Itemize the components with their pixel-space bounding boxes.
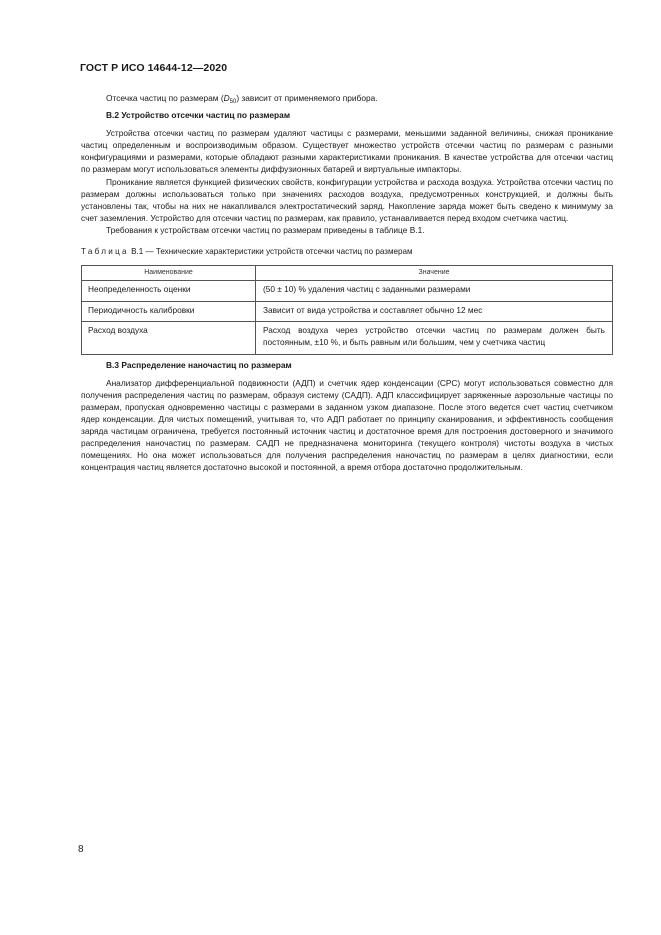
table-cell-name: Неопределенность оценки (82, 281, 256, 302)
header-value: Значение (256, 266, 613, 281)
section-b2-paragraph-3: Требования к устройствам отсечки частиц по размерам приведены в таблице В.1. (106, 224, 425, 235)
intro-paragraph (81, 92, 613, 104)
page-number: 8 (78, 844, 84, 855)
cutoff-variable: D (223, 93, 230, 103)
table-row (82, 281, 613, 302)
section-b2-heading: В.2 Устройство отсечки частиц по размерам (106, 110, 291, 121)
cutoff-subscript: 50 (229, 99, 237, 105)
header-name: Наименование (82, 266, 256, 281)
table-row (82, 301, 613, 322)
specs-table (81, 265, 613, 354)
table-cell-value: (50 ± 10) % удаления частиц с заданными размерами (256, 281, 613, 302)
table-cell-value: Зависит от вида устройства и составляет обычно 12 мес (256, 301, 613, 322)
section-b2-paragraph-2: Проникание является функцией физических свойств, конфигурации устройства и расхода воздуха. Устройства отсечки частиц по размерам должны использоваться только при значениях расходов воздуха, предусмотренных конструкцией, и должны быть установлены так, чтобы на них не накапливался электростатический заряд. Накопление заряда может быть сведено к минимуму за счет заземления. Устройство для отсечки частиц по размерам, как правило, устанавливается перед входом счетчика частиц. (81, 176, 613, 223)
table-row (82, 322, 613, 354)
table-caption-text: В.1 — Технические характеристики устройств отсечки частиц по размерам (128, 247, 413, 257)
document-header: ГОСТ Р ИСО 14644-12—2020 (80, 62, 228, 74)
table-cell-name: Расход воздуха (82, 322, 256, 354)
intro-text-end: ) зависит от применяемого прибора. (236, 93, 378, 103)
intro-text-start: Отсечка частиц по размерам ( (106, 93, 224, 103)
table-header-row (82, 266, 613, 281)
table-caption-label: Таблица (81, 247, 129, 257)
table-cell-name: Периодичность калибровки (82, 301, 256, 322)
table-caption (81, 246, 613, 258)
section-b3-heading: В.3 Распределение наночастиц по размерам (106, 359, 292, 370)
section-b3-paragraph: Анализатор дифференциальной подвижности (АДП) и счетчик ядер конденсации (СРС) могут использоваться совместно для получения распределения частиц по размерам, образуя систему (САДП). АДП классифицирует заряженные аэрозольные частицы по размерам, пропуская одновременно частицы с размерами в заданном узком диапазоне. После этого ведется счет частиц счетчиком ядер конденсации. Для чистых помещений, учитывая то, что АДП работает по принципу сканирования, и эффективность сообщения заряда частицам ограничена, требуется постоянный источник частиц и достаточное время для построения достоверного и значимого распределения наночастиц по размерам. САДП не предназначена мониторинга (текущего контроля) чистоты воздуха в чистых помещениях. Но она может использоваться для получения распределения наночастиц по размерам в целях диагностики, если концентрация частиц является достаточно высокой и постоянной, а время отбора достаточно продолжительным. (81, 377, 613, 473)
table-cell-value: Расход воздуха через устройство отсечки частиц по размерам должен быть постоянным, ±10 %, и быть равным или большим, чем у счетчика частиц (256, 322, 613, 354)
page-content (81, 92, 613, 473)
section-b2-paragraph-1: Устройства отсечки частиц по размерам удаляют частицы с размерами, меньшими заданной величины, снижая проникание частиц определенным и воспроизводимым образом. Существует множество устройств отсечки частиц по размерам с разными конфигурациями и размерами, которые обладают разными характеристиками проникания. В качестве устройства для отсечки частиц по размерам могут использоваться элементы диффузионных батарей и виртуальные импакторы. (81, 128, 613, 175)
